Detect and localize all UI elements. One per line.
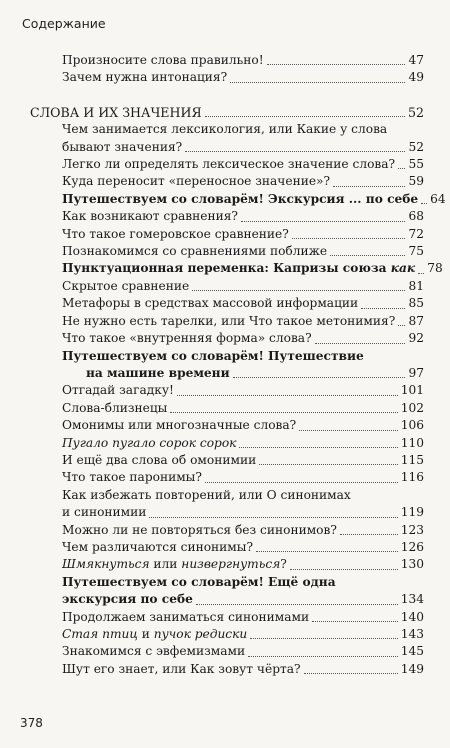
toc-entry-title: Знакомимся с эвфемизмами bbox=[62, 644, 246, 659]
toc-entry-title: Как возникают сравнения? bbox=[62, 209, 238, 224]
dot-leader bbox=[250, 638, 397, 639]
toc-entry-title-line: Путешествуем со словарём! Ещё одна bbox=[62, 574, 336, 589]
toc-entry-page: 110 bbox=[400, 435, 424, 450]
toc-entry bbox=[62, 173, 424, 190]
dot-leader bbox=[333, 186, 405, 187]
toc-entry-page: 81 bbox=[408, 278, 424, 293]
dot-leader bbox=[196, 604, 398, 605]
toc-entry-title: Пугало пугало сорок сорок bbox=[62, 435, 237, 450]
toc-entry-title: Легко ли определять лексическое значение слова? bbox=[62, 157, 396, 172]
toc-entry-page: 126 bbox=[400, 539, 424, 554]
toc-entry-title: экскурсия по себе bbox=[62, 592, 193, 607]
toc-entry-title: Познакомимся со сравнениями поближе bbox=[62, 244, 328, 259]
dot-leader bbox=[290, 569, 398, 570]
dot-leader bbox=[330, 255, 405, 256]
toc-entry bbox=[62, 278, 424, 295]
toc-entry-title: Произносите слова правильно! bbox=[62, 53, 264, 67]
running-head: Содержание bbox=[22, 16, 106, 31]
dot-leader bbox=[267, 64, 406, 65]
toc-entry-title-line: Чем занимается лексикология, или Какие у слова bbox=[62, 122, 388, 137]
toc-entry-page: 75 bbox=[408, 244, 424, 259]
toc-entry bbox=[62, 382, 424, 399]
toc-entry-page: 116 bbox=[400, 470, 424, 485]
toc-entry-title: Не нужно есть тарелки, или Что такое метонимия? bbox=[62, 313, 396, 328]
toc-entry-page: 55 bbox=[408, 157, 424, 172]
toc-entry-title: Отгадай загадку! bbox=[62, 383, 174, 398]
dot-leader bbox=[248, 656, 398, 657]
toc-entry-title-line: Путешествуем со словарём! Путешествие bbox=[62, 348, 364, 363]
toc-entry bbox=[62, 156, 424, 173]
toc-entry-page: 87 bbox=[408, 313, 424, 328]
toc-entry-page: 52 bbox=[407, 104, 424, 120]
toc-entry-title: Стая птиц и пучок редиски bbox=[62, 627, 248, 641]
dot-leader bbox=[177, 395, 398, 396]
toc-entry-page: 145 bbox=[400, 644, 424, 659]
toc-entry-page: 72 bbox=[408, 226, 424, 241]
toc-entry-page: 64 bbox=[430, 191, 446, 206]
toc-entry-page: 106 bbox=[400, 418, 424, 433]
toc-entry-page: 47 bbox=[408, 53, 424, 67]
toc-entry-page: 143 bbox=[400, 627, 424, 641]
toc-entry-title: Путешествуем со словарём! Экскурсия ... по себе bbox=[62, 191, 419, 206]
toc-section-heading bbox=[30, 104, 424, 121]
toc-entry-page: 134 bbox=[400, 592, 424, 607]
toc-entry-title: Слова-близнецы bbox=[62, 400, 168, 415]
toc-entry-page: 119 bbox=[400, 505, 424, 520]
toc-entry-page: 130 bbox=[400, 557, 424, 572]
toc-entry bbox=[62, 452, 424, 469]
toc-entry bbox=[62, 191, 446, 208]
toc-entry bbox=[62, 52, 424, 69]
toc-entry bbox=[62, 626, 424, 643]
toc-entry bbox=[62, 522, 424, 539]
dot-leader bbox=[304, 673, 398, 674]
toc-entry-page: 52 bbox=[408, 139, 424, 154]
toc-entry-page: 49 bbox=[408, 70, 424, 85]
dot-leader bbox=[205, 116, 405, 117]
toc-entry bbox=[62, 295, 424, 312]
toc-entry-title: Пунктуационная переменка: Капризы союза как bbox=[62, 261, 416, 276]
toc-entry-title: Куда переносит «переносное значение»? bbox=[62, 174, 331, 189]
toc-entry bbox=[62, 260, 443, 277]
toc-entry-title: Шмякнуться или низвергнуться? bbox=[62, 557, 287, 572]
toc-entry bbox=[62, 643, 424, 660]
toc-entry-title: на машине времени bbox=[86, 365, 230, 380]
dot-leader bbox=[418, 273, 424, 274]
toc-entry bbox=[62, 400, 424, 417]
dot-leader bbox=[233, 377, 406, 378]
toc-entry-title: Что такое «внутренняя форма» слова? bbox=[62, 331, 312, 346]
toc-entry-page: 123 bbox=[400, 522, 424, 537]
toc-entry-title: Что такое паронимы? bbox=[62, 470, 202, 485]
toc-entry-page: 115 bbox=[400, 452, 424, 467]
toc-entry bbox=[62, 435, 424, 452]
toc-entry bbox=[62, 574, 424, 609]
dot-leader bbox=[259, 464, 398, 465]
toc-entry-title: и синонимии bbox=[62, 505, 147, 520]
toc-entry-title: Продолжаем заниматься синонимами bbox=[62, 609, 310, 624]
toc-entry-title-italic: низвергнуться bbox=[181, 557, 281, 572]
dot-leader bbox=[315, 343, 406, 344]
toc-entry bbox=[62, 487, 424, 522]
toc-entry-title-italic: Стая птиц bbox=[62, 627, 138, 641]
dot-leader bbox=[361, 308, 405, 309]
dot-leader bbox=[149, 517, 397, 518]
toc-entry-title-italic: как bbox=[390, 261, 416, 276]
table-of-contents bbox=[30, 52, 446, 678]
toc-entry-page: 101 bbox=[400, 383, 424, 398]
page-number: 378 bbox=[20, 716, 43, 730]
dot-leader bbox=[312, 621, 398, 622]
dot-leader bbox=[421, 203, 427, 204]
toc-entry-page: 97 bbox=[408, 365, 424, 380]
toc-entry-page: 102 bbox=[400, 400, 424, 415]
toc-entry bbox=[62, 556, 424, 573]
dot-leader bbox=[185, 151, 405, 152]
toc-entry bbox=[62, 243, 424, 260]
toc-entry bbox=[62, 539, 424, 556]
toc-entry bbox=[62, 226, 424, 243]
toc-entry bbox=[62, 121, 424, 156]
dot-leader bbox=[398, 325, 405, 326]
toc-entry-title: бывают значения? bbox=[62, 139, 183, 154]
dot-leader bbox=[230, 82, 405, 83]
toc-entry bbox=[62, 69, 424, 86]
toc-entry-title: Омонимы или многозначные слова? bbox=[62, 418, 297, 433]
toc-entry-title: И ещё два слова об омонимии bbox=[62, 452, 257, 467]
toc-entry-title: Можно ли не повторяться без синонимов? bbox=[62, 522, 337, 537]
toc-entry bbox=[62, 609, 424, 626]
dot-leader bbox=[299, 430, 398, 431]
toc-entry bbox=[62, 208, 424, 225]
dot-leader bbox=[239, 447, 397, 448]
toc-entry-title: Скрытое сравнение bbox=[62, 278, 190, 293]
toc-entry bbox=[62, 469, 424, 486]
toc-entry bbox=[62, 348, 424, 383]
toc-entry-page: 78 bbox=[427, 261, 443, 276]
toc-entry-title: Метафоры в средствах массовой информации bbox=[62, 296, 359, 311]
dot-leader bbox=[292, 238, 406, 239]
dot-leader bbox=[340, 534, 398, 535]
toc-entry-page: 140 bbox=[400, 609, 424, 624]
toc-entry-title: Шут его знает, или Как зовут чёрта? bbox=[62, 661, 301, 676]
dot-leader bbox=[192, 290, 405, 291]
toc-entry-page: 92 bbox=[408, 331, 424, 346]
toc-entry-page: 85 bbox=[408, 296, 424, 311]
toc-entry-title-italic: пучок редиски bbox=[153, 627, 248, 641]
toc-entry bbox=[62, 661, 424, 678]
dot-leader bbox=[398, 168, 405, 169]
dot-leader bbox=[170, 412, 397, 413]
dot-leader bbox=[241, 221, 406, 222]
dot-leader bbox=[205, 482, 398, 483]
toc-entry-page: 68 bbox=[408, 209, 424, 224]
toc-entry-title: Что такое гомеровское сравнение? bbox=[62, 226, 289, 241]
toc-entry-page: 149 bbox=[400, 661, 424, 676]
toc-entry-title: Чем различаются синонимы? bbox=[62, 539, 254, 554]
toc-entry-page: 59 bbox=[408, 174, 424, 189]
toc-entry-title-italic: Шмякнуться bbox=[62, 557, 150, 572]
toc-entry-title: Зачем нужна интонация? bbox=[62, 70, 228, 85]
toc-entry bbox=[62, 417, 424, 434]
toc-entry bbox=[62, 313, 424, 330]
toc-entry-title: СЛОВА И ИХ ЗНАЧЕНИЯ bbox=[30, 104, 202, 120]
dot-leader bbox=[256, 551, 398, 552]
toc-entry bbox=[62, 330, 424, 347]
toc-entry-title-line: Как избежать повторений, или О синонимах bbox=[62, 487, 351, 502]
